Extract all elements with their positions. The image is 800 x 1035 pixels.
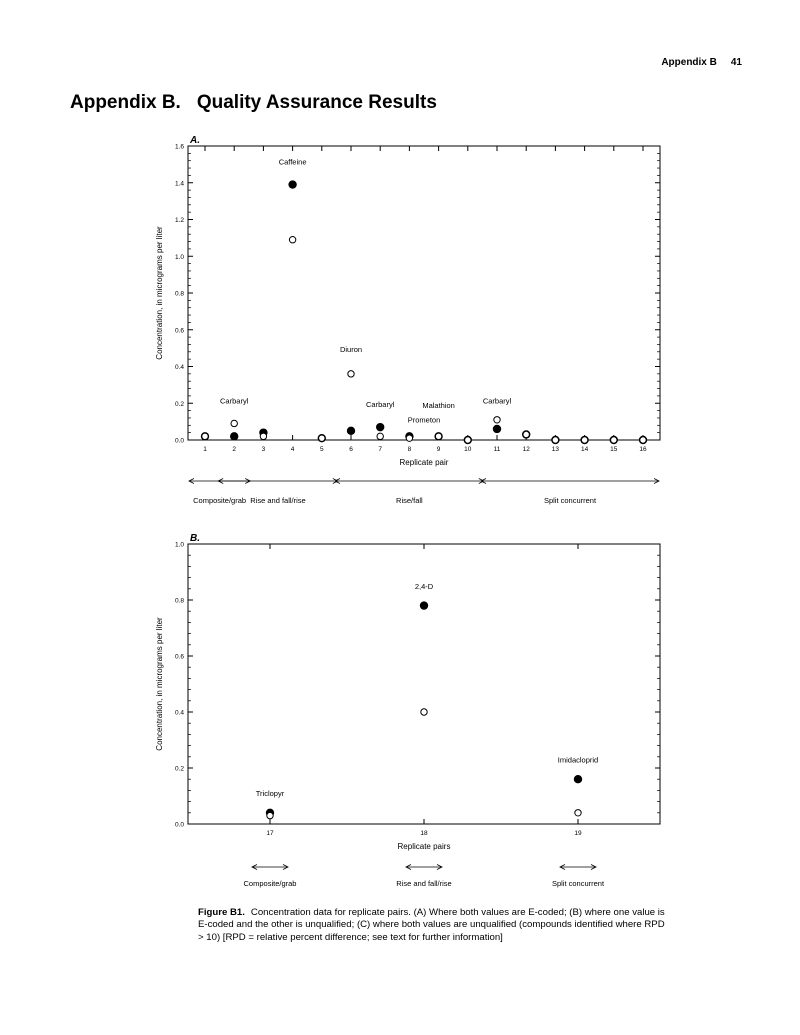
x-tick-label: 10 bbox=[464, 446, 472, 453]
compound-annotation: Caffeine bbox=[278, 157, 307, 167]
data-point-open bbox=[267, 812, 273, 818]
compound-annotation: Triclopyr bbox=[255, 789, 285, 798]
data-point-open bbox=[581, 437, 587, 443]
chart-b bbox=[0, 525, 800, 915]
panel-label: A. bbox=[190, 135, 200, 146]
compound-annotation: Diuron bbox=[339, 344, 363, 354]
page-title-label: Appendix B. bbox=[70, 92, 181, 113]
caption-label: Figure B1. bbox=[198, 907, 245, 918]
x-tick-label: 8 bbox=[407, 446, 412, 453]
compound-annotation: 2,4-D bbox=[414, 581, 434, 591]
compound-annotation: Malathion bbox=[422, 400, 455, 410]
group-label: Composite/grab bbox=[243, 879, 297, 888]
data-point-open bbox=[465, 437, 471, 443]
data-point-open bbox=[552, 437, 558, 443]
group-label: Split concurrent bbox=[551, 879, 605, 888]
compound-annotation: Carbaryl bbox=[482, 396, 512, 406]
data-point-filled bbox=[493, 425, 500, 432]
data-point-open bbox=[611, 437, 617, 443]
figure-caption bbox=[198, 907, 668, 944]
y-tick-label: 1.6 bbox=[174, 143, 184, 151]
x-tick-label: 2 bbox=[232, 446, 237, 453]
data-point-open bbox=[377, 433, 383, 439]
compound-annotation: Carbaryl bbox=[220, 396, 249, 406]
group-label: Rise and fall/rise bbox=[250, 496, 306, 505]
x-tick-label: 19 bbox=[574, 830, 582, 837]
running-head bbox=[661, 57, 742, 68]
x-tick-label: 14 bbox=[580, 446, 589, 453]
x-tick-label: 16 bbox=[639, 446, 647, 453]
page-title bbox=[70, 92, 437, 114]
group-label: Split concurrent bbox=[543, 496, 597, 505]
data-point-open bbox=[523, 431, 529, 437]
x-tick-label: 1 bbox=[203, 446, 207, 453]
page-number: 41 bbox=[730, 57, 742, 68]
data-point-filled bbox=[574, 776, 581, 783]
x-tick-label: 11 bbox=[493, 446, 501, 453]
y-tick-label: 0.2 bbox=[174, 765, 184, 773]
y-tick-label: 0.8 bbox=[174, 290, 184, 298]
y-axis-title: Concentration, in micrograms per liter bbox=[155, 226, 164, 360]
running-head-section: Appendix B bbox=[661, 57, 717, 68]
data-point-filled bbox=[289, 181, 296, 188]
compound-annotation: Carbaryl bbox=[366, 399, 395, 409]
y-tick-label: 1.0 bbox=[174, 253, 184, 261]
x-tick-label: 5 bbox=[319, 446, 324, 453]
data-point-open bbox=[202, 433, 208, 439]
y-tick-label: 0.0 bbox=[174, 821, 184, 829]
x-tick-label: 4 bbox=[290, 446, 295, 453]
y-tick-label: 1.0 bbox=[174, 541, 184, 549]
x-tick-label: 3 bbox=[261, 446, 266, 453]
y-axis-title: Concentration, in micrograms per liter bbox=[155, 617, 164, 751]
x-axis-title: Replicate pair bbox=[399, 458, 449, 467]
data-point-open bbox=[640, 437, 646, 443]
x-tick-label: 13 bbox=[551, 446, 560, 453]
y-tick-label: 1.2 bbox=[174, 217, 184, 224]
chart-a bbox=[0, 130, 800, 510]
compound-annotation: Imidacloprid bbox=[557, 755, 599, 765]
x-tick-label: 17 bbox=[266, 830, 274, 837]
data-point-open bbox=[260, 433, 266, 439]
data-point-open bbox=[494, 417, 500, 423]
data-point-open bbox=[406, 435, 412, 441]
data-point-open bbox=[348, 371, 354, 377]
data-point-open bbox=[231, 420, 237, 426]
x-axis-title: Replicate pairs bbox=[397, 842, 451, 851]
data-point-open bbox=[575, 810, 581, 816]
x-tick-label: 6 bbox=[349, 446, 353, 453]
page-title-text: Quality Assurance Results bbox=[196, 92, 437, 113]
x-tick-label: 15 bbox=[610, 446, 618, 453]
data-point-open bbox=[289, 237, 295, 243]
y-tick-label: 0.0 bbox=[174, 437, 184, 445]
group-label: Rise and fall/rise bbox=[396, 879, 452, 888]
y-tick-label: 0.4 bbox=[174, 709, 184, 717]
y-tick-label: 0.6 bbox=[174, 327, 184, 335]
data-point-open bbox=[421, 709, 427, 715]
data-point-filled bbox=[420, 602, 427, 609]
panel-label: B. bbox=[190, 533, 200, 544]
y-tick-label: 0.2 bbox=[174, 400, 184, 408]
plot-frame bbox=[188, 146, 660, 440]
x-tick-label: 12 bbox=[522, 446, 530, 453]
x-tick-label: 18 bbox=[420, 830, 428, 837]
data-point-filled bbox=[347, 427, 354, 434]
y-tick-label: 0.4 bbox=[174, 364, 184, 371]
data-point-open bbox=[435, 433, 441, 439]
data-point-filled bbox=[377, 423, 384, 430]
y-tick-label: 0.8 bbox=[174, 597, 184, 605]
data-point-filled bbox=[231, 433, 238, 440]
group-label: Composite/grab bbox=[193, 496, 247, 505]
data-point-open bbox=[319, 435, 325, 441]
caption-text: Concentration data for replicate pairs. (A) Where both values are E-coded; (B) where one value is E-coded and the other is unqualified; (C) where both values are unqualified (compounds identified where RPD > 10) [RPD = relative percent difference; see text for further information] bbox=[198, 907, 665, 943]
y-tick-label: 1.4 bbox=[174, 180, 184, 188]
x-tick-label: 9 bbox=[436, 446, 441, 453]
x-tick-label: 7 bbox=[378, 446, 383, 453]
y-tick-label: 0.6 bbox=[174, 653, 184, 661]
compound-annotation: Prometon bbox=[407, 415, 441, 425]
group-label: Rise/fall bbox=[396, 496, 423, 505]
